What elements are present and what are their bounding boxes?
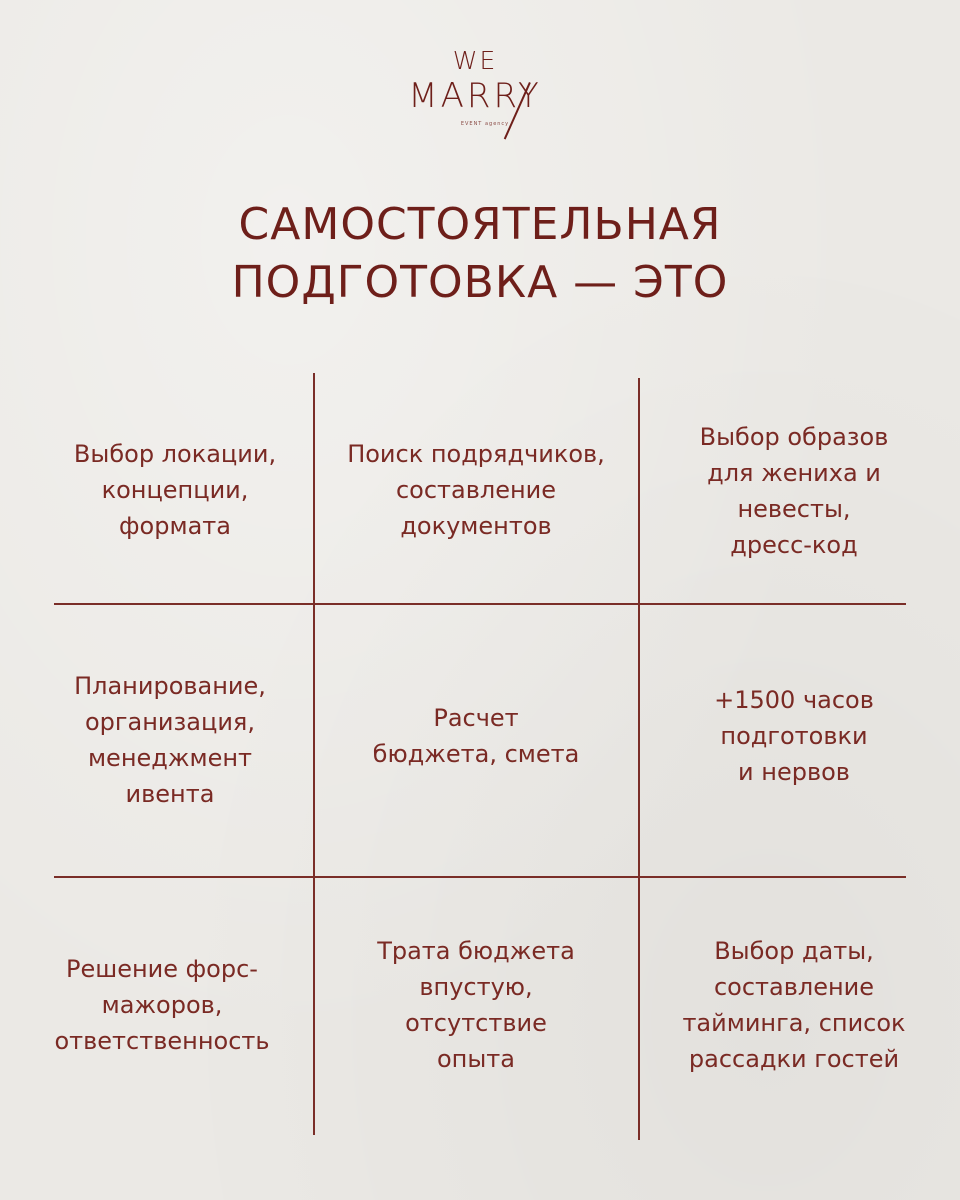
grid-cell-contractors: Поиск подрядчиков, составление документов: [347, 440, 605, 540]
grid-cell-looks: Выбор образов для жениха и невесты, дресс-код: [699, 423, 889, 559]
title-line-1: САМОСТОЯТЕЛЬНАЯ: [238, 199, 722, 250]
logo-subline: EVENT agency: [460, 121, 510, 127]
grid-cell-wasted-budget: Трата бюджета впустую, отсутствие опыта: [377, 937, 575, 1073]
grid-cell-budget: Расчет бюджета, смета: [372, 704, 580, 768]
grid-divider-horizontal-1: [54, 603, 906, 605]
grid-cell-location: Выбор локации, концепции, формата: [73, 440, 277, 540]
grid-divider-vertical-2: [638, 378, 640, 1140]
grid-cell-planning: Планирование, организация, менеджмент ивента: [74, 672, 266, 808]
grid-divider-vertical-1: [313, 373, 315, 1135]
grid-cell-force-majeure: Решение форс- мажоров, ответственность: [54, 955, 270, 1055]
grid-cell-date-seating: Выбор даты, составление тайминга, список рассадки гостей: [682, 937, 906, 1073]
title-line-2: ПОДГОТОВКА — ЭТО: [231, 257, 729, 308]
grid-cell-hours: +1500 часов подготовки и нервов: [714, 686, 874, 786]
logo-marry: MARRY: [408, 76, 542, 116]
logo-we: WE: [452, 46, 498, 75]
grid-divider-horizontal-2: [54, 876, 906, 878]
